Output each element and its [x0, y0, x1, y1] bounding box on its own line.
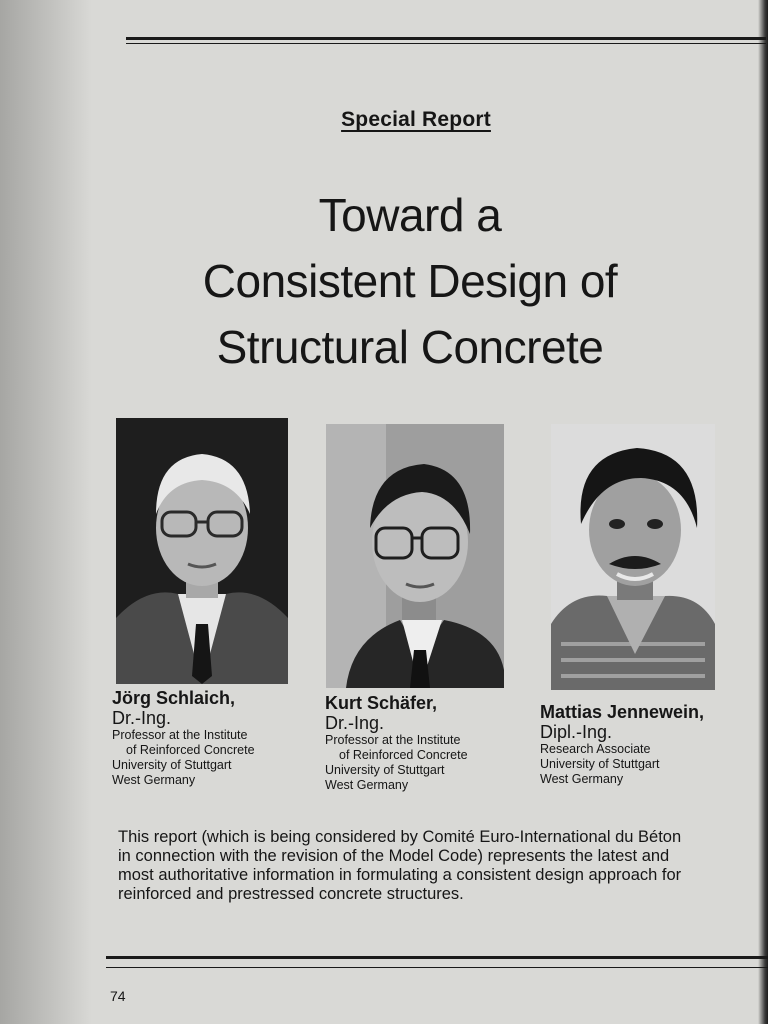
- article-title: [150, 182, 670, 380]
- author-position: Professor at the Institute: [112, 728, 248, 742]
- page-edge-shadow: [758, 0, 768, 1024]
- author-position: of Reinforced Concrete: [339, 748, 468, 762]
- page-gutter-shadow: [0, 0, 92, 1024]
- author-name: Mattias Jennewein,: [540, 702, 705, 722]
- author-country: West Germany: [540, 772, 624, 786]
- author-card: [540, 702, 704, 787]
- title-line: Structural Concrete: [216, 321, 604, 373]
- author-card: [325, 693, 468, 793]
- author-country: West Germany: [325, 778, 409, 792]
- author-affiliation: University of Stuttgart: [112, 758, 232, 772]
- header-rule-thick: [126, 37, 766, 40]
- author-degree: Dr.-Ing.: [112, 708, 172, 728]
- abstract-line: reinforced and prestressed concrete structures.: [118, 885, 464, 903]
- author-affiliation: University of Stuttgart: [325, 763, 445, 777]
- article-abstract: [118, 828, 718, 904]
- abstract-line: in connection with the revision of the Model Code) represents the latest and: [118, 847, 670, 865]
- author-position: of Reinforced Concrete: [126, 743, 255, 757]
- author-portrait-photo: [326, 424, 504, 688]
- title-line: Consistent Design of: [202, 255, 618, 307]
- author-portrait-photo: [116, 418, 288, 684]
- author-name: Kurt Schäfer,: [325, 693, 438, 713]
- section-label: Special Report: [341, 108, 491, 131]
- author-position: Professor at the Institute: [325, 733, 461, 747]
- author-degree: Dipl.-Ing.: [540, 722, 613, 742]
- page-number: 74: [110, 988, 126, 1004]
- author-position: Research Associate: [540, 742, 651, 756]
- footer-rule-thick: [106, 956, 768, 959]
- author-card: [112, 688, 255, 788]
- author-portrait-photo: [551, 424, 715, 690]
- author-country: West Germany: [112, 773, 196, 787]
- header-rule-thin: [126, 43, 766, 44]
- abstract-line: most authoritative information in formulating a consistent design approach for: [118, 866, 682, 884]
- title-line: Toward a: [318, 189, 502, 241]
- footer-rule-thin: [106, 967, 768, 968]
- author-degree: Dr.-Ing.: [325, 713, 385, 733]
- author-name: Jörg Schlaich,: [112, 688, 236, 708]
- abstract-line: This report (which is being considered by Comité Euro-International du Béton: [118, 828, 682, 846]
- author-affiliation: University of Stuttgart: [540, 757, 660, 771]
